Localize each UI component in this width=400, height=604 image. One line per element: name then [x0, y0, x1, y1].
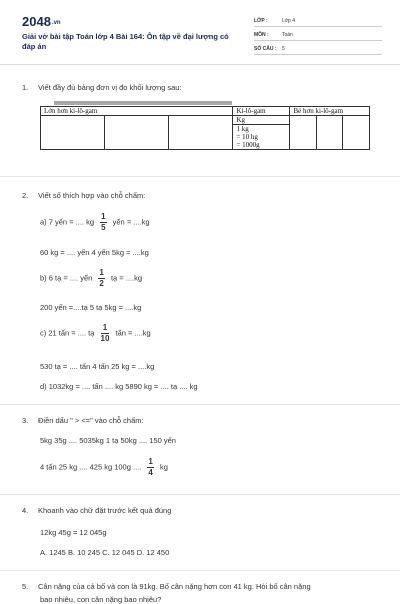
- q4-options: A. 1245 B. 10 245 C. 12 045 D. 12 450: [40, 548, 170, 557]
- col-larger-header: Lớn hơn ki-lô-gam: [41, 107, 233, 116]
- fraction: $\frac{1}{10}$: [100, 323, 110, 343]
- kg-unit-cell: Kg: [233, 116, 290, 125]
- kg-value-cell: 1 kg = 10 hg = 1000g: [233, 125, 290, 150]
- q2-line-a: a) 7 yến = .... kg $\frac{1}{5}$ yến = ....kg: [40, 212, 150, 232]
- q2-line-c2: 530 tạ = .... tấn 4 tấn 25 kg = ....kg: [40, 362, 155, 371]
- header-divider: [0, 64, 400, 65]
- q2-line-b: b) 6 tạ = .... yến $\frac{1}{2}$ tạ = ....kg: [40, 268, 143, 288]
- table-header-bar: [54, 101, 232, 105]
- fraction: $\frac{1}{4}$: [148, 457, 153, 477]
- site-logo[interactable]: 2048.vn: [22, 14, 61, 29]
- meta-question-count: SỐ CÂU : 5: [254, 46, 285, 52]
- fraction: $\frac{1}{5}$: [101, 212, 106, 232]
- q3-line-1: 5kg 35g .... 5035kg 1 tạ 50kg .... 150 yến: [40, 436, 176, 445]
- col-kg-header: Ki-lô-gam: [233, 107, 290, 116]
- q2-line-c: c) 21 tấn = .... tạ $\frac{1}{10}$ tấn = ....kg: [40, 323, 151, 343]
- col-smaller-header: Bé hơn ki-lô-gam: [290, 107, 370, 116]
- fraction: $\frac{1}{2}$: [99, 268, 104, 288]
- mass-units-table: [40, 106, 370, 150]
- meta-subject: MÔN : Toán: [254, 32, 293, 38]
- question-5: 5. Cân nặng của cả bố và con là 91kg. Bố cân nặng hơn con 41 kg. Hỏi bố cân nặng: [22, 582, 311, 591]
- page-title: Giải vở bài tập Toán lớp 4 Bài 164: Ôn tập về đại lượng có đáp án: [22, 32, 229, 51]
- question-2: 2. Viết số thích hợp vào chỗ chấm:: [22, 191, 146, 200]
- q2-line-d: d) 1032kg = .... tấn .... kg 5890 kg = .... tạ .... kg: [40, 382, 198, 391]
- q2-line-a2: 60 kg = .... yến 4 yến 5kg = ....kg: [40, 248, 149, 257]
- header: [0, 0, 400, 62]
- meta-class: LỚP : Lớp 4: [254, 18, 295, 24]
- question-5-cont: bao nhiêu, con cân nặng bao nhiêu?: [40, 595, 162, 604]
- q2-line-b2: 200 yến =....tạ 5 tạ 5kg = ....kg: [40, 303, 142, 312]
- question-1: 1. Viết đầy đủ bảng đơn vị đo khối lượng sau:: [22, 83, 182, 92]
- q3-line-2: 4 tấn 25 kg .... 425 kg 100g .... $\frac{1}{4}$ kg: [40, 457, 168, 477]
- question-4: 4. Khoanh vào chữ đặt trước kết quả đúng: [22, 506, 172, 515]
- q4-line-1: 12kg 45g = 12 045g: [40, 528, 107, 537]
- question-3: 3. Điền dấu " > <=" vào chỗ chấm:: [22, 416, 144, 425]
